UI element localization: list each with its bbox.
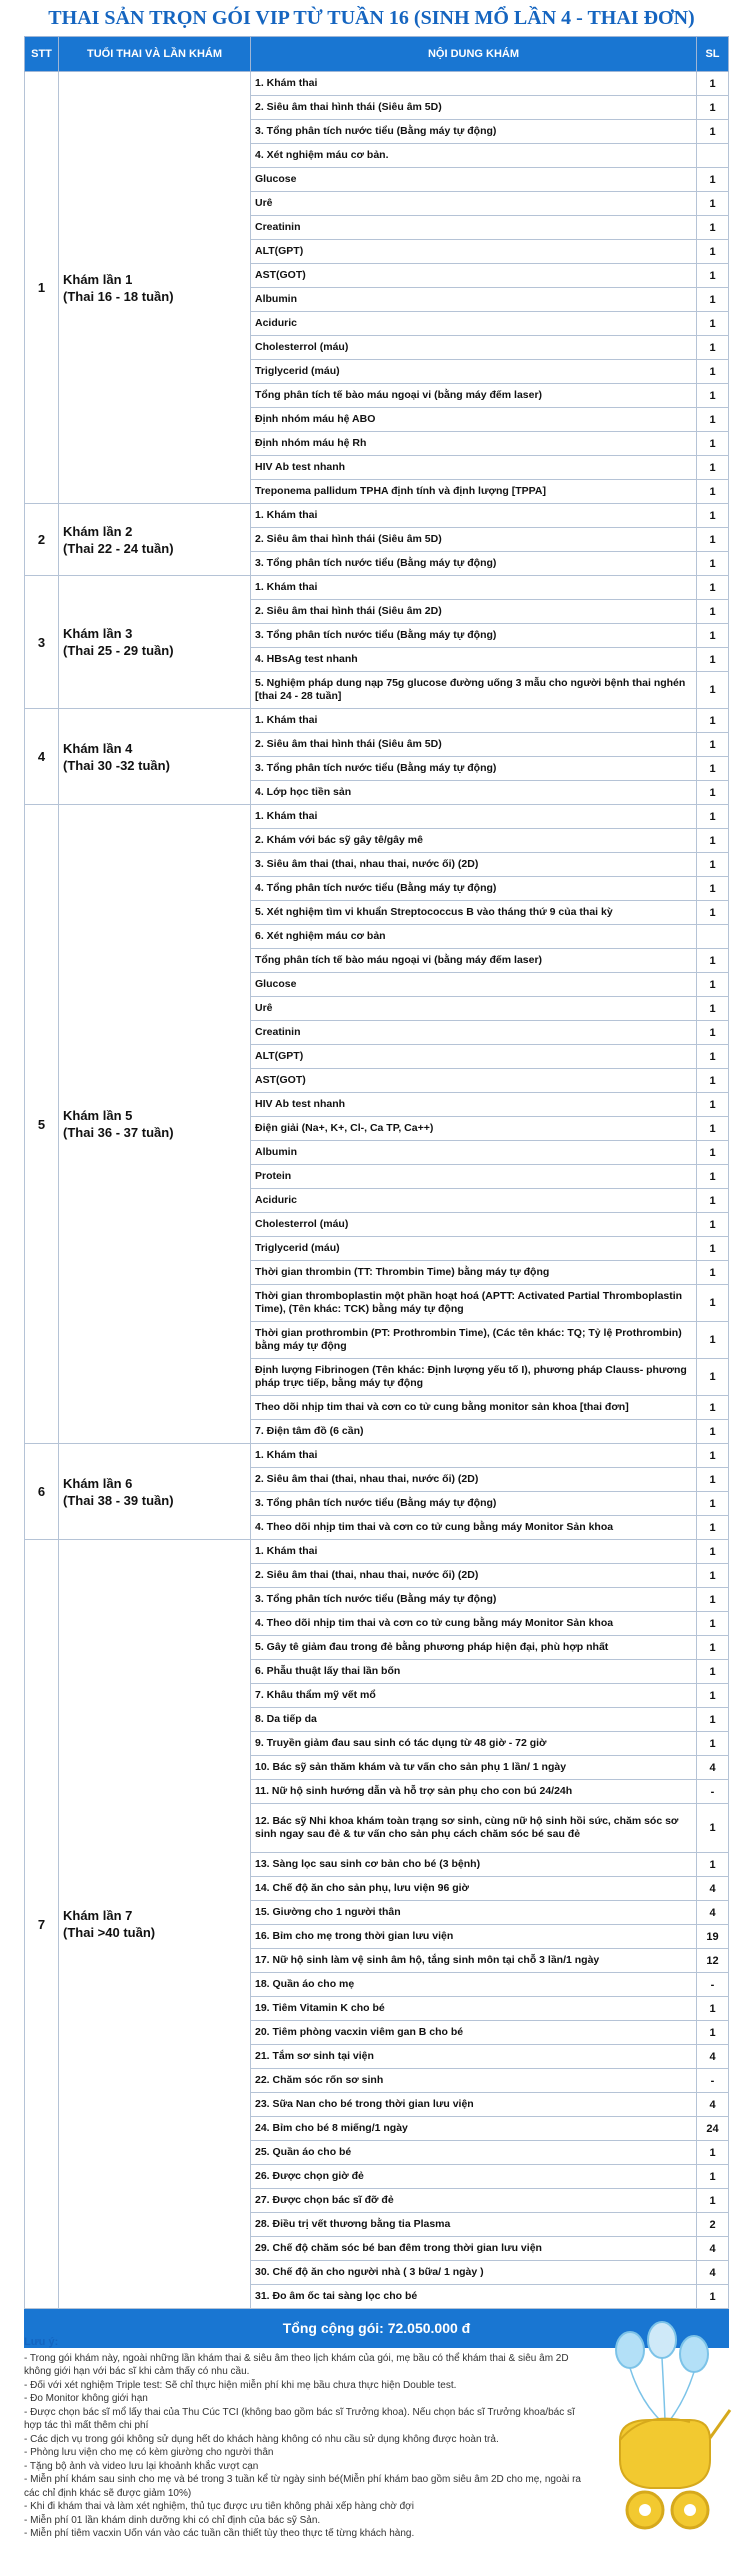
service-item: 29. Chế độ chăm sóc bé ban đêm trong thời gian lưu viện [251, 2237, 697, 2261]
service-item: Protein [251, 1165, 697, 1189]
service-item: 27. Được chọn bác sĩ đỡ đẻ [251, 2189, 697, 2213]
service-item: ALT(GPT) [251, 1045, 697, 1069]
group-number: 3 [25, 576, 59, 709]
service-quantity: 12 [697, 1949, 729, 1973]
service-item: 3. Tổng phân tích nước tiểu (Bằng máy tự động) [251, 624, 697, 648]
service-quantity: 1 [697, 805, 729, 829]
service-quantity: 1 [697, 240, 729, 264]
notes-section [24, 2336, 584, 2541]
service-item: 2. Siêu âm thai hình thái (Siêu âm 5D) [251, 733, 697, 757]
service-quantity [697, 925, 729, 949]
service-quantity: 1 [697, 504, 729, 528]
service-quantity: 1 [697, 1468, 729, 1492]
service-item: 1. Khám thai [251, 1444, 697, 1468]
service-item: 16. Bỉm cho mẹ trong thời gian lưu viện [251, 1925, 697, 1949]
service-item: 23. Sữa Nan cho bé trong thời gian lưu viện [251, 2093, 697, 2117]
service-quantity: 1 [697, 1165, 729, 1189]
service-quantity: 1 [697, 853, 729, 877]
visit-label: Khám lần 2 (Thai 22 - 24 tuần) [63, 523, 174, 556]
service-quantity: 1 [697, 120, 729, 144]
service-quantity: 1 [697, 432, 729, 456]
service-quantity: 1 [697, 1708, 729, 1732]
group-number: 2 [25, 504, 59, 576]
service-quantity: 1 [697, 1396, 729, 1420]
note-line: - Trong gói khám này, ngoài những lần khám thai & siêu âm theo lịch khám của gói, mẹ bầu có thể khám thai & siêu âm 2D không giới hạn với bác sĩ khi cảm thấy có nhu cầu. [24, 2352, 569, 2377]
service-quantity: 1 [697, 1853, 729, 1877]
service-item: 4. HBsAg test nhanh [251, 648, 697, 672]
service-item: Urê [251, 997, 697, 1021]
service-quantity: 1 [697, 877, 729, 901]
service-item: 3. Tổng phân tích nước tiểu (Bằng máy tự động) [251, 552, 697, 576]
service-quantity: 1 [697, 1261, 729, 1285]
service-quantity: 1 [697, 1636, 729, 1660]
service-item: Treponema pallidum TPHA định tính và định lượng [TPPA] [251, 480, 697, 504]
service-quantity: 1 [697, 384, 729, 408]
service-item: 1. Khám thai [251, 72, 697, 96]
group-number: 7 [25, 1540, 59, 2309]
service-item: HIV Ab test nhanh [251, 456, 697, 480]
visit-cell [59, 1540, 251, 2309]
service-item: 2. Siêu âm thai hình thái (Siêu âm 5D) [251, 528, 697, 552]
note-line: - Được chọn bác sĩ mổ lấy thai của Thu Cúc TCI (không bao gồm bác sĩ Trưởng khoa). Nếu chọn bác sĩ Trưởng khoa/bác sĩ hợp tác thì mất thêm chi phí [24, 2406, 575, 2431]
service-quantity: 1 [697, 781, 729, 805]
service-item: Glucose [251, 168, 697, 192]
service-item: 2. Siêu âm thai hình thái (Siêu âm 2D) [251, 600, 697, 624]
visit-label: Khám lần 7 (Thai >40 tuần) [63, 1908, 156, 1940]
service-quantity: 1 [697, 1141, 729, 1165]
service-quantity: 4 [697, 2261, 729, 2285]
service-quantity: 1 [697, 624, 729, 648]
service-quantity: 1 [697, 480, 729, 504]
service-item: 31. Đo âm ốc tai sàng lọc cho bé [251, 2285, 697, 2309]
visit-cell [59, 805, 251, 1444]
service-item: 6. Xét nghiệm máu cơ bản [251, 925, 697, 949]
service-quantity: 1 [697, 1516, 729, 1540]
service-quantity: 1 [697, 2189, 729, 2213]
service-quantity: 1 [697, 1444, 729, 1468]
service-quantity: 1 [697, 360, 729, 384]
note-line: - Miễn phí khám sau sinh cho mẹ và bé trong 3 tuần kể từ ngày sinh bé(Miễn phí khám bao gồm siêu âm 2D cho mẹ, ngoài ra các chỉ định khác sẽ được giảm 10%) [24, 2474, 581, 2499]
service-item: 3. Tổng phân tích nước tiểu (Bằng máy tự động) [251, 1588, 697, 1612]
service-item: 17. Nữ hộ sinh làm vệ sinh âm hộ, tắng sinh môn tại chỗ 3 lần/1 ngày [251, 1949, 697, 1973]
service-quantity: 1 [697, 949, 729, 973]
service-quantity: 1 [697, 1093, 729, 1117]
service-item: Glucose [251, 973, 697, 997]
service-item: 3. Siêu âm thai (thai, nhau thai, nước ối) (2D) [251, 853, 697, 877]
service-quantity: 4 [697, 2093, 729, 2117]
service-item: ALT(GPT) [251, 240, 697, 264]
visit-label: Khám lần 5 (Thai 36 - 37 tuần) [63, 1108, 174, 1140]
note-line: - Đối với xét nghiệm Triple test: Sẽ chỉ thực hiện miễn phí khi mẹ bầu chưa thực hiện Double test. [24, 2379, 457, 2391]
service-item: 1. Khám thai [251, 709, 697, 733]
service-quantity: 1 [697, 1684, 729, 1708]
visit-cell [59, 72, 251, 504]
service-quantity: 1 [697, 1564, 729, 1588]
service-quantity [697, 144, 729, 168]
service-item: 18. Quần áo cho mẹ [251, 1973, 697, 1997]
service-item: Tổng phân tích tế bào máu ngoại vi (bằng máy đếm laser) [251, 949, 697, 973]
service-item: Urê [251, 192, 697, 216]
service-item: 30. Chế độ ăn cho người nhà ( 3 bữa/ 1 ngày ) [251, 2261, 697, 2285]
service-quantity: 1 [697, 1021, 729, 1045]
service-quantity: 1 [697, 288, 729, 312]
service-item: 7. Điện tâm đồ (6 cần) [251, 1420, 697, 1444]
service-quantity: 4 [697, 1877, 729, 1901]
service-quantity: 1 [697, 1237, 729, 1261]
service-quantity: 1 [697, 709, 729, 733]
package-table [24, 36, 729, 2348]
service-quantity: 1 [697, 1732, 729, 1756]
service-item: 5. Nghiệm pháp dung nạp 75g glucose đường uống 3 mẫu cho người bệnh thai nghén [thai 24 - 28 tuần] [251, 672, 697, 709]
service-item: 26. Được chọn giờ đẻ [251, 2165, 697, 2189]
service-item: 8. Da tiếp da [251, 1708, 697, 1732]
service-quantity: 1 [697, 1804, 729, 1853]
service-quantity: 1 [697, 1612, 729, 1636]
service-quantity: - [697, 2069, 729, 2093]
service-quantity: 4 [697, 2237, 729, 2261]
visit-cell [59, 709, 251, 805]
group-number: 6 [25, 1444, 59, 1540]
service-item: 1. Khám thai [251, 1540, 697, 1564]
service-quantity: 1 [697, 96, 729, 120]
group-number: 5 [25, 805, 59, 1444]
service-quantity: 1 [697, 264, 729, 288]
service-item: 5. Gây tê giảm đau trong đẻ bằng phương pháp hiện đại, phù hợp nhất [251, 1636, 697, 1660]
service-quantity: 1 [697, 2021, 729, 2045]
service-item: Điện giải (Na+, K+, Cl-, Ca TP, Ca++) [251, 1117, 697, 1141]
service-item: 5. Xét nghiệm tìm vi khuẩn Streptococcus B vào tháng thứ 9 của thai kỳ [251, 901, 697, 925]
service-item: HIV Ab test nhanh [251, 1093, 697, 1117]
page-title: THAI SẢN TRỌN GÓI VIP TỪ TUẦN 16 (SINH MỔ LẦN 4 - THAI ĐƠN) [48, 7, 695, 29]
service-quantity: 1 [697, 672, 729, 709]
table-row [25, 805, 729, 829]
service-quantity: - [697, 1973, 729, 1997]
group-number: 4 [25, 709, 59, 805]
baby-stroller-icon [590, 2310, 740, 2550]
service-item: Thời gian thrombin (TT: Thrombin Time) bằng máy tự động [251, 1261, 697, 1285]
service-item: 12. Bác sỹ Nhi khoa khám toàn trạng sơ sinh, cùng nữ hộ sinh hồi sức, chăm sóc sơ sinh ngay sau đẻ & tư vấn cho sản phụ cách chăm sóc bé sau đẻ [251, 1804, 697, 1853]
table-row [25, 504, 729, 528]
service-quantity: 1 [697, 2165, 729, 2189]
service-quantity: 4 [697, 1756, 729, 1780]
service-quantity: 1 [697, 829, 729, 853]
service-quantity: 1 [697, 757, 729, 781]
note-line: - Khi đi khám thai và làm xét nghiệm, thủ tục được ưu tiên không phải xếp hàng chờ đợi [24, 2501, 414, 2512]
service-item: Aciduric [251, 1189, 697, 1213]
service-item: Thời gian thromboplastin một phần hoạt hoá (APTT: Activated Partial Thromboplastin Time), (Tên khác: TCK) bằng máy tự động [251, 1285, 697, 1322]
table-row [25, 1444, 729, 1468]
service-item: Theo dõi nhịp tim thai và cơn co tử cung bằng monitor sản khoa [thai đơn] [251, 1396, 697, 1420]
table-row [25, 1540, 729, 1564]
visit-cell [59, 576, 251, 709]
service-item: 2. Siêu âm thai (thai, nhau thai, nước ối) (2D) [251, 1564, 697, 1588]
service-quantity: 2 [697, 2213, 729, 2237]
service-item: Định lượng Fibrinogen (Tên khác: Định lượng yếu tố I), phương pháp Clauss- phương pháp trực tiếp, bằng máy tự động [251, 1359, 697, 1396]
service-item: Triglycerid (máu) [251, 360, 697, 384]
service-quantity: 1 [697, 600, 729, 624]
note-line: - Phòng lưu viện cho mẹ có kèm giường cho người thân [24, 2447, 274, 2458]
note-line: - Các dịch vụ trong gói không sử dụng hết do khách hàng không có nhu cầu sử dụng không được hoàn trả. [24, 2433, 499, 2445]
table-row [25, 576, 729, 600]
service-quantity: 1 [697, 1045, 729, 1069]
service-quantity: 1 [697, 1117, 729, 1141]
service-item: Cholesterrol (máu) [251, 1213, 697, 1237]
service-item: 10. Bác sỹ sản thăm khám và tư vấn cho sản phụ 1 lần/ 1 ngày [251, 1756, 697, 1780]
service-item: 2. Siêu âm thai (thai, nhau thai, nước ối) (2D) [251, 1468, 697, 1492]
service-item: 21. Tắm sơ sinh tại viện [251, 2045, 697, 2069]
visit-label: Khám lần 3 (Thai 25 - 29 tuần) [63, 626, 174, 658]
service-quantity: 1 [697, 901, 729, 925]
group-number: 1 [25, 72, 59, 504]
service-quantity: 1 [697, 2285, 729, 2309]
service-item: 13. Sàng lọc sau sinh cơ bản cho bé (3 bệnh) [251, 1853, 697, 1877]
service-quantity: 4 [697, 2045, 729, 2069]
note-line: - Miễn phí tiêm vacxin Uốn ván vào các tuần cần thiết tùy theo thực tế từng khách hàng. [24, 2528, 415, 2539]
table-row [25, 72, 729, 96]
service-item: Cholesterrol (máu) [251, 336, 697, 360]
service-item: Tổng phân tích tế bào máu ngoại vi (bằng máy đếm laser) [251, 384, 697, 408]
header-visit: TUỔI THAI VÀ LẦN KHÁM [59, 37, 251, 72]
service-quantity: 1 [697, 1997, 729, 2021]
service-item: 4. Theo dõi nhịp tim thai và cơn co tử cung bằng máy Monitor Sản khoa [251, 1612, 697, 1636]
note-line: - Tặng bộ ảnh và video lưu lại khoảnh khắc vượt cạn [24, 2460, 259, 2472]
service-item: 15. Giường cho 1 người thân [251, 1901, 697, 1925]
service-item: Albumin [251, 288, 697, 312]
visit-label: Khám lần 4 (Thai 30 -32 tuần) [63, 740, 170, 773]
table-header-row [25, 37, 729, 72]
header-stt: STT [25, 37, 59, 72]
service-quantity: 1 [697, 1069, 729, 1093]
service-item: AST(GOT) [251, 264, 697, 288]
service-quantity: 1 [697, 528, 729, 552]
service-quantity: 1 [697, 456, 729, 480]
service-item: 28. Điều trị vết thương bằng tia Plasma [251, 2213, 697, 2237]
service-item: Aciduric [251, 312, 697, 336]
service-quantity: 1 [697, 1588, 729, 1612]
service-quantity: 1 [697, 1189, 729, 1213]
service-item: Triglycerid (máu) [251, 1237, 697, 1261]
service-quantity: 1 [697, 72, 729, 96]
service-quantity: 1 [697, 973, 729, 997]
service-item: 25. Quần áo cho bé [251, 2141, 697, 2165]
service-item: 4. Lớp học tiền sản [251, 781, 697, 805]
service-item: 7. Khâu thẩm mỹ vết mổ [251, 1684, 697, 1708]
service-item: 19. Tiêm Vitamin K cho bé [251, 1997, 697, 2021]
service-quantity: 1 [697, 312, 729, 336]
service-quantity: 19 [697, 1925, 729, 1949]
service-quantity: 1 [697, 1322, 729, 1359]
service-quantity: - [697, 1780, 729, 1804]
service-quantity: 1 [697, 1359, 729, 1396]
service-item: 24. Bỉm cho bé 8 miếng/1 ngày [251, 2117, 697, 2141]
note-line: - Đo Monitor không giới hạn [24, 2393, 148, 2404]
total-price: Tổng cộng gói: 72.050.000 đ [25, 2309, 729, 2348]
visit-label: Khám lần 1 (Thai 16 - 18 tuần) [63, 271, 174, 304]
service-item: 1. Khám thai [251, 576, 697, 600]
service-quantity: 1 [697, 552, 729, 576]
service-quantity: 1 [697, 1540, 729, 1564]
visit-cell [59, 504, 251, 576]
service-quantity: 1 [697, 576, 729, 600]
service-item: Creatinin [251, 216, 697, 240]
visit-label: Khám lần 6 (Thai 38 - 39 tuần) [63, 1475, 174, 1508]
notes-label: Lưu ý: [24, 2336, 59, 2348]
service-item: Thời gian prothrombin (PT: Prothrombin Time), (Các tên khác: TQ; Tỷ lệ Prothrombin) bằng máy tự động [251, 1322, 697, 1359]
service-item: 11. Nữ hộ sinh hướng dẫn và hỗ trợ sản phụ cho con bú 24/24h [251, 1780, 697, 1804]
service-quantity: 1 [697, 1660, 729, 1684]
service-item: 9. Truyền giảm đau sau sinh có tác dụng từ 48 giờ - 72 giờ [251, 1732, 697, 1756]
note-line: - Miễn phí 01 lần khám dinh dưỡng khi có chỉ định của bác sỹ Sản. [24, 2514, 321, 2526]
service-item: 1. Khám thai [251, 805, 697, 829]
service-quantity: 1 [697, 192, 729, 216]
service-item: AST(GOT) [251, 1069, 697, 1093]
service-quantity: 1 [697, 648, 729, 672]
service-quantity: 1 [697, 168, 729, 192]
service-quantity: 1 [697, 408, 729, 432]
service-item: 2. Siêu âm thai hình thái (Siêu âm 5D) [251, 96, 697, 120]
service-item: 2. Khám với bác sỹ gây tê/gây mê [251, 829, 697, 853]
service-item: 3. Tổng phân tích nước tiểu (Bằng máy tự động) [251, 1492, 697, 1516]
service-item: 4. Xét nghiệm máu cơ bản. [251, 144, 697, 168]
service-item: 6. Phẫu thuật lấy thai lần bốn [251, 1660, 697, 1684]
service-quantity: 1 [697, 1492, 729, 1516]
service-item: Albumin [251, 1141, 697, 1165]
notes-list [24, 2352, 584, 2541]
service-quantity: 1 [697, 1285, 729, 1322]
service-item: 3. Tổng phân tích nước tiểu (Bằng máy tự động) [251, 120, 697, 144]
service-quantity: 1 [697, 1420, 729, 1444]
service-quantity: 1 [697, 997, 729, 1021]
service-quantity: 1 [697, 336, 729, 360]
service-item: 20. Tiêm phòng vacxin viêm gan B cho bé [251, 2021, 697, 2045]
service-item: 4. Tổng phân tích nước tiểu (Bằng máy tự động) [251, 877, 697, 901]
service-item: 1. Khám thai [251, 504, 697, 528]
table-body [25, 72, 729, 2309]
header-content: NỘI DUNG KHÁM [251, 37, 697, 72]
header-qty: SL [697, 37, 729, 72]
service-quantity: 1 [697, 733, 729, 757]
service-quantity: 1 [697, 2141, 729, 2165]
service-quantity: 4 [697, 1901, 729, 1925]
table-row [25, 709, 729, 733]
service-item: 22. Chăm sóc rốn sơ sinh [251, 2069, 697, 2093]
service-quantity: 1 [697, 1213, 729, 1237]
service-item: Định nhóm máu hệ Rh [251, 432, 697, 456]
service-item: 14. Chế độ ăn cho sản phụ, lưu viện 96 giờ [251, 1877, 697, 1901]
service-item: 4. Theo dõi nhịp tim thai và cơn co tử cung bằng máy Monitor Sản khoa [251, 1516, 697, 1540]
service-item: Creatinin [251, 1021, 697, 1045]
service-quantity: 1 [697, 216, 729, 240]
service-quantity: 24 [697, 2117, 729, 2141]
service-item: Định nhóm máu hệ ABO [251, 408, 697, 432]
visit-cell [59, 1444, 251, 1540]
service-item: 3. Tổng phân tích nước tiểu (Bằng máy tự động) [251, 757, 697, 781]
